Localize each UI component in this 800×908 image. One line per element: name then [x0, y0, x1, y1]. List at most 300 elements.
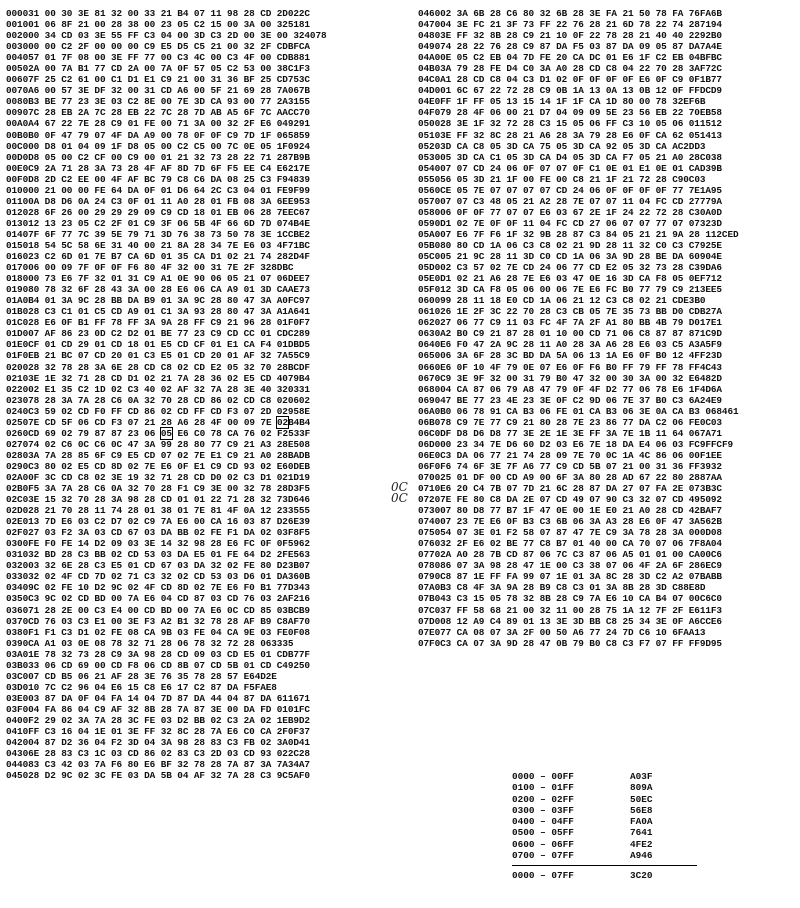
hex-row-bytes: 12 13 23 05 C2 2F 01 C9 3F 06 5B 4F 66 6D 7D 07 — [28, 217, 288, 229]
hex-row-checksum: 71BC — [287, 239, 310, 251]
hex-row-checksum: BFCA — [287, 41, 310, 53]
hex-row-address: 00D0 — [6, 151, 29, 163]
hex-row-checksum: D343 — [287, 582, 310, 594]
hex-byte: F2 — [277, 427, 289, 439]
hex-row — [418, 406, 739, 417]
hex-row — [6, 428, 327, 439]
hex-row-address: 0400 — [6, 715, 29, 726]
hex-row-checksum: EF6B — [683, 96, 706, 108]
hex-row-address: 0080 — [6, 96, 29, 108]
hex-row-address: 06F0 — [418, 460, 441, 472]
hex-row-bytes: C3 9C 02 CD BD 00 7A E6 04 CD 87 03 CD 76 03 2A — [28, 593, 288, 605]
hex-row-address: 0290 — [6, 460, 29, 472]
hex-row-checksum: 55C9 — [287, 350, 310, 362]
hex-row — [6, 560, 327, 571]
hex-row-bytes: D8 05 00 C2 CF 00 C9 00 01 21 32 73 28 22 71 28 — [28, 151, 288, 163]
hex-byte: F3 — [111, 416, 123, 428]
hex-row — [418, 339, 739, 350]
hex-row-bytes: 47 BE 77 23 4E 23 3E 0F C2 9D 06 7E 37 B0 C3 6A — [440, 394, 700, 406]
hex-row-bytes: FF 1F FF 05 13 15 14 1F 1F CA 1D 80 00 78 32 — [440, 96, 684, 108]
hex-row-bytes: A6 00 57 3E DF 32 00 31 CD A6 00 5F 21 69 28 7A — [28, 85, 288, 97]
hex-row — [418, 560, 739, 571]
hex-row-checksum: 1D19 — [287, 471, 310, 483]
hex-row — [6, 384, 327, 395]
hex-row — [6, 229, 327, 240]
hex-row — [6, 8, 327, 19]
hex-row — [6, 571, 327, 582]
hex-row-address: 07D0 — [418, 615, 441, 627]
hex-row — [418, 317, 739, 328]
hex-row-bytes: 0E 05 C2 EB 04 7D FE 20 CA DC 01 E6 1F C2 EB 04 — [440, 52, 700, 64]
hex-row-address: 0500 — [418, 118, 441, 130]
hex-row — [418, 30, 739, 41]
hex-row — [418, 207, 739, 218]
hex-row-checksum: 7194 — [699, 19, 722, 31]
hex-row-bytes: 71 28 2E 00 C3 E4 00 CD BD 00 7A E6 0C CD 85 03 — [28, 604, 288, 616]
hex-row-address: 0600 — [418, 295, 441, 307]
hex-row-address: 0230 — [6, 394, 29, 406]
hex-row-checksum: 1B77 — [699, 74, 722, 86]
hex-row-checksum: E3B0 — [683, 295, 706, 307]
hex-row-bytes: 78 C9 7E 77 C9 21 80 28 7E 23 86 77 DA C2 06 FE — [440, 416, 700, 428]
hex-row-checksum: 0D41 — [287, 737, 310, 749]
hex-row-address: 0440 — [6, 759, 29, 771]
hex-row — [418, 627, 739, 638]
hex-row-address: 0510 — [418, 129, 441, 141]
hex-row-checksum: 2D4F — [287, 251, 310, 263]
hex-row-bytes: 28 E6 0F B1 FF 78 FF 3A 9A 28 FF C9 21 96 28 01 — [28, 317, 288, 329]
hex-row-bytes: E6 0F 10 4F 79 0E 07 E6 0F F6 B0 FF 79 FF 78 FF — [440, 361, 700, 373]
hex-row-bytes: 26 1E 2F 3C 22 70 28 C3 CB 05 7E 35 73 BB D0 CD — [440, 306, 700, 318]
hex-row — [418, 472, 739, 483]
hex-row-bytes: B3 C8 4F 3A 9A 28 B9 C8 C3 01 3A 8B 28 3D C8 — [440, 582, 684, 594]
hex-byte: 23 — [127, 427, 139, 439]
hex-row-bytes: 04 3E FC 21 3F 73 FF 22 76 28 21 6D 78 22 74 28 — [440, 19, 700, 31]
hex-row — [6, 748, 327, 759]
hex-row-bytes: 32 BD 28 C3 BB 02 CD 53 03 DA E5 01 FE 64 D2 2F — [28, 549, 288, 561]
hex-row-bytes: C3 DA 06 77 21 74 28 09 7E 70 0C 1A 4C 86 06 00 — [440, 449, 700, 461]
hex-row — [418, 96, 739, 107]
checksum-summary-row — [512, 850, 712, 861]
hex-row-address: 00E0 — [6, 162, 29, 174]
hex-row-checksum: 5092 — [699, 494, 722, 506]
hex-row-checksum: 482D — [699, 372, 722, 384]
hex-row-bytes: 79 28 4F 06 00 21 D7 04 09 09 5E 23 56 EB 22 70 — [440, 107, 700, 119]
checksum-value: 7641 — [630, 827, 653, 839]
checksum-value: A03F — [630, 771, 653, 782]
hex-row-bytes: 2A A0 28 7B CD 87 06 7C C3 87 06 A5 01 01 00 CA — [440, 549, 700, 561]
hex-row-bytes: 28 3E 1F 32 72 28 C3 15 05 06 FF C3 10 05 06 01 — [440, 118, 700, 130]
hex-row-checksum: 0C03 — [683, 173, 706, 185]
hex-row-bytes: A2 B0 C9 21 87 28 01 10 00 CD 71 06 C8 87 87 87 — [440, 328, 700, 340]
hex-row — [6, 207, 327, 218]
hex-row-bytes: 43 C3 15 05 78 32 8B 28 C9 7A E6 10 CA B4 07 00 — [440, 593, 700, 605]
hex-row-bytes: 3E FF 32 8C 28 21 A6 28 3A 79 28 E6 0F CA 62 05 — [440, 129, 700, 141]
hex-row-address: 04F0 — [418, 107, 441, 119]
hex-row-checksum: B881 — [287, 52, 310, 64]
hex-row-address: 0520 — [418, 140, 441, 152]
hex-row-address: 0300 — [6, 538, 29, 550]
hex-row-address: 02A0 — [6, 471, 29, 483]
hex-row — [6, 130, 327, 141]
hex-row-address: 05E0 — [418, 273, 441, 285]
hex-row-checksum: 323D — [699, 217, 722, 229]
hex-row-checksum: FA6B — [699, 8, 722, 19]
hex-row-address: 0250 — [6, 416, 29, 428]
hex-row-checksum: 0DEB — [287, 460, 310, 472]
checksum-range: 0600 – 06FF — [512, 838, 574, 850]
hex-byte: 28 — [194, 416, 206, 428]
hex-row-address: 01D0 — [6, 328, 29, 340]
hex-row — [6, 516, 327, 527]
hex-row-bytes — [28, 428, 288, 439]
hex-row-address: 04C0 — [418, 74, 441, 86]
hex-row-address: 0060 — [6, 74, 29, 86]
hex-row-checksum: 8461 — [716, 405, 739, 417]
hex-row-bytes: 78 28 3A 7A 28 C6 0A 32 70 28 CD 86 02 CD C8 02 — [28, 394, 288, 406]
hex-row-address: 05F0 — [418, 284, 441, 296]
hex-row-checksum: BADB — [287, 449, 310, 461]
hex-byte: 02 — [61, 427, 73, 439]
hex-row-checksum: A641 — [287, 306, 310, 318]
hex-row-checksum: BCDF — [287, 361, 310, 373]
checksum-summary-rows — [512, 771, 712, 861]
hex-row-bytes: 33 06 CD 69 00 CD F8 06 CD 8B 07 CD 5B 01 CD C4 — [28, 659, 288, 671]
checksum-value: 809A — [630, 782, 653, 794]
hex-row — [418, 582, 739, 593]
hex-row-address: 0170 — [6, 262, 29, 274]
hex-row-address: 03C0 — [6, 670, 29, 682]
hex-row — [6, 472, 327, 483]
hex-row-bytes: 00 00 C2 2F 00 00 00 C9 E5 D5 C5 21 00 32 2F CD — [28, 41, 288, 53]
hex-row — [6, 284, 327, 295]
hex-row-checksum: 360B — [287, 571, 310, 583]
hex-row-bytes: 01 6C 67 22 72 28 C9 0B 1A 13 0A 13 0B 12 0F FF — [440, 85, 700, 97]
hex-row-bytes: 54 07 3E 01 F2 58 07 87 47 7E C9 3A 78 28 3A 00 — [440, 527, 700, 539]
hex-row-bytes: 3A 79 28 FE D4 C0 3A A0 28 CD C8 04 22 70 28 3A — [440, 63, 700, 75]
hex-row-address: 0730 — [418, 505, 441, 517]
hex-byte: CD — [44, 416, 56, 428]
hex-row — [418, 350, 739, 361]
hex-row-checksum: B9D2 — [287, 715, 310, 726]
hex-row-bytes: D8 2D C2 EE 00 4F AF BC 79 C8 C6 DA 08 25 C3 F9 — [28, 173, 288, 185]
hex-row-address: 0090 — [6, 107, 29, 119]
hex-row-address: 00B0 — [6, 129, 29, 141]
hex-row-address: 04E0 — [418, 96, 441, 108]
hex-row-bytes: 07 80 D8 77 B7 1F 47 0E 00 1E E0 21 A0 28 CD 42 — [440, 505, 700, 517]
hex-byte: CD — [94, 416, 106, 428]
hex-row — [418, 516, 739, 527]
hex-row-address: 03F0 — [6, 703, 29, 715]
hex-row — [418, 152, 739, 163]
hex-row-checksum: 7B9B — [287, 151, 310, 163]
hex-row-checksum: 87AA — [699, 471, 722, 483]
hex-row — [6, 660, 327, 671]
hex-row — [418, 163, 739, 174]
hex-row-address: 0660 — [418, 361, 441, 373]
hex-row-checksum: 958E — [287, 405, 310, 417]
hex-row — [418, 549, 739, 560]
hex-row-checksum: 9D95 — [699, 637, 722, 649]
hex-row — [6, 339, 327, 350]
hex-row-bytes: C3 59 02 CD F0 FF CD 86 02 CD FF CD F3 07 2D 02 — [28, 405, 288, 417]
hex-row-bytes: 3D CA C8 05 3D CA 75 05 3D CA 92 05 3D CA AC — [440, 140, 684, 152]
hex-row-checksum: 9291 — [287, 118, 310, 130]
hex-byte: 28 — [160, 416, 172, 428]
hex-row-checksum: 9DA6 — [699, 262, 722, 274]
hex-row-checksum: F712 — [699, 273, 722, 285]
hex-row — [6, 417, 327, 428]
hex-row-checksum: BAF7 — [699, 505, 722, 517]
hex-row-checksum: CBE2 — [287, 228, 310, 240]
hex-row-checksum: B4B4 — [288, 416, 311, 428]
hex-row — [6, 63, 327, 74]
hex-row-bytes: D1 02 7E 0F 0F 11 04 FC CD 27 06 07 07 77 07 07 — [440, 217, 700, 229]
hex-row-address: 06C0 — [418, 427, 441, 439]
hex-row-bytes: 86 07 3A 98 28 47 1E 00 C3 38 07 06 4F 2A 6F 28 — [440, 560, 700, 572]
hex-row — [418, 450, 739, 461]
hex-row — [6, 107, 327, 118]
hex-row — [418, 196, 739, 207]
hex-row-address: 00A0 — [6, 118, 29, 130]
hex-row — [6, 362, 327, 373]
hex-row-checksum: 0A0D — [699, 206, 722, 218]
hex-row-checksum: C289 — [287, 328, 310, 340]
hex-row-address: 0430 — [6, 748, 29, 760]
hex-row-address: 06B0 — [418, 416, 441, 428]
hex-row-bytes: 12 3D CA F8 05 06 00 06 7E E6 FC B0 77 79 C9 21 — [440, 284, 700, 296]
hex-byte: 87 — [111, 427, 123, 439]
hex-row-checksum: 4B4E — [287, 217, 310, 229]
hex-row-bytes: 10 7C C2 96 04 E6 15 C8 E6 17 C2 87 DA F5 — [28, 681, 255, 693]
circled-byte: 05 — [160, 427, 172, 439]
hex-row-address: 05C0 — [418, 251, 441, 263]
hex-row — [418, 273, 739, 284]
checksum-value: 50EC — [630, 793, 653, 805]
hex-row-address: 0480 — [418, 30, 441, 42]
hex-row-checksum: 217E — [287, 162, 310, 174]
hex-row — [6, 273, 327, 284]
hex-row-checksum: 01FC — [287, 703, 310, 715]
hex-row — [418, 74, 739, 85]
hex-row-address: 0620 — [418, 317, 441, 329]
hex-row-address: 0760 — [418, 538, 441, 550]
hex-row-address: 05A0 — [418, 228, 441, 240]
hex-row-bytes: FF C3 16 04 1E 01 3E FF 32 8C 28 7A E6 C0 CA 2F — [28, 726, 288, 738]
hex-row-checksum: 3155 — [287, 96, 310, 108]
hex-row — [6, 770, 327, 781]
hex-row-checksum: E953 — [287, 195, 310, 207]
hex-row — [6, 638, 327, 649]
hex-row-bytes: 07 07 C3 48 05 21 A2 28 7E 07 07 11 04 FC CD 27 — [440, 195, 700, 207]
hex-row — [418, 494, 739, 505]
hex-row-address: 0460 — [418, 8, 441, 19]
hex-byte: 09 — [243, 416, 255, 428]
hex-row — [418, 461, 739, 472]
hex-row-address: 0030 — [6, 41, 29, 53]
hex-row — [418, 118, 739, 129]
hex-row — [6, 85, 327, 96]
hex-row-address: 02C0 — [6, 494, 29, 506]
hex-row-checksum: F216 — [287, 593, 310, 605]
hex-row — [418, 284, 739, 295]
hex-row-checksum: 5181 — [287, 19, 310, 31]
hex-row-checksum: 3335 — [271, 637, 294, 649]
hex-row-checksum: 5859 — [287, 129, 310, 141]
hex-row — [418, 384, 739, 395]
hex-row — [6, 704, 327, 715]
hex-row-address: 0010 — [6, 19, 29, 31]
hex-row-address: 06E0 — [418, 449, 441, 461]
hex-row — [6, 218, 327, 229]
hex-row — [418, 63, 739, 74]
hex-row-address: 0420 — [6, 737, 29, 749]
hex-row-bytes: FE F0 FE 14 D2 09 03 3E 14 32 98 28 E6 FC 0F 0F — [28, 538, 288, 550]
hex-row-checksum: D39B — [699, 162, 722, 174]
hex-row — [418, 262, 739, 273]
hex-row — [418, 395, 739, 406]
hex-row-address: 0020 — [6, 30, 29, 42]
hex-row-address: 02F0 — [6, 527, 29, 539]
hex-row-address: 01C0 — [6, 317, 29, 329]
hex-row-bytes: B0 0F 47 79 07 4F DA A9 00 78 0F 0F C9 7D 1F 06 — [28, 129, 288, 141]
hex-row — [418, 251, 739, 262]
hex-row — [418, 505, 739, 516]
hex-row-address: 0200 — [6, 361, 29, 373]
hex-row-bytes: 04 87 D2 36 04 F2 3D 04 3A 98 28 83 C3 FB 02 3A — [28, 737, 288, 749]
hex-row — [6, 627, 327, 638]
hex-row — [418, 130, 739, 141]
hex-row-bytes: 27 03 F2 3A 03 CD 67 03 DA BB 02 FE F1 DA 02 03 — [28, 527, 288, 539]
hex-row-checksum: FCF9 — [710, 438, 733, 450]
hex-row-address: 0360 — [6, 604, 29, 616]
hex-row — [6, 141, 327, 152]
hex-byte: 7E — [260, 416, 272, 428]
hex-byte: E6 — [177, 427, 189, 439]
hex-row-checksum: 1413 — [699, 129, 722, 141]
hex-row — [418, 19, 739, 30]
hex-row-checksum: 7A71 — [699, 427, 722, 439]
hex-row-checksum: F8F5 — [287, 527, 310, 539]
hex-row-bytes: 28 C3 C1 01 C5 CD A9 01 C1 3A 93 28 80 47 3A A1 — [28, 306, 288, 318]
handwritten-note-line: 0C — [391, 480, 408, 494]
hex-row-address: 01B0 — [6, 306, 29, 318]
hex-row — [418, 295, 739, 306]
hex-row-checksum: 9F99 — [287, 184, 310, 196]
hex-row-checksum: 0602 — [287, 394, 310, 406]
hex-row — [6, 439, 327, 450]
hex-row-address: 02D0 — [6, 505, 29, 517]
hex-row-checksum: 562B — [699, 516, 722, 528]
hex-row — [6, 759, 327, 770]
hex-row-checksum: F1EE — [699, 449, 722, 461]
hex-row-address: 03A0 — [6, 648, 29, 660]
hex-row-bytes: DF D8 D6 D8 77 3E 2E 1E 3E FF 3A 7E 1B 11 64 06 — [440, 427, 700, 439]
hex-row — [6, 240, 327, 251]
hex-row-checksum: AA13 — [683, 626, 706, 638]
hex-row — [6, 505, 327, 516]
hex-row — [6, 715, 327, 726]
hex-row — [6, 406, 327, 417]
hex-row — [418, 439, 739, 450]
hex-row — [6, 494, 327, 505]
hex-row-address: 07A0 — [418, 582, 441, 594]
hex-row-address: 0310 — [6, 549, 29, 561]
hex-byte: 5F — [61, 416, 73, 428]
hex-row — [6, 262, 327, 273]
hex-row-checksum: 3EE5 — [699, 284, 722, 296]
hex-row-address: 07E0 — [418, 626, 441, 638]
checksum-summary-row — [512, 827, 712, 838]
hex-row-checksum: DBD5 — [287, 339, 310, 351]
hex-row-checksum: EB58 — [699, 107, 722, 119]
hex-row-checksum: CC70 — [287, 107, 310, 119]
hex-row-checksum: 3B07 — [287, 560, 310, 572]
hex-row-address: 0370 — [6, 615, 29, 627]
hex-row-checksum: 3932 — [699, 460, 722, 472]
hex-row-bytes: 07 07 CD 24 06 0F 07 07 0F C1 0E 01 E1 0E 01 CA — [440, 162, 700, 174]
hex-row-bytes: 13 7D E6 03 C2 D7 02 C9 7A E6 00 CA 16 03 87 D2 — [28, 516, 288, 528]
hex-row-bytes: 3E FF 32 8B 28 C9 21 10 0F 22 78 28 21 40 40 22 — [440, 30, 700, 42]
hex-row-bytes: 2A 00 7A B1 77 CD 2A 00 7A 0F 57 05 C2 53 00 38 — [28, 63, 288, 75]
hex-row-bytes: 9C 02 FE 10 D2 9C 02 4F CD 8D 02 7E E6 F0 B1 77 — [28, 582, 288, 594]
hex-row-address: 0270 — [6, 438, 29, 450]
hex-row-bytes: 28 32 78 28 3A 6E 28 CD C8 02 CD E2 05 32 70 28 — [28, 361, 288, 373]
hex-row-address: 0780 — [418, 560, 441, 572]
hex-row-checksum: 2DD3 — [683, 140, 706, 152]
hex-row-checksum: 925E — [699, 239, 722, 251]
hex-byte: CA — [227, 427, 239, 439]
hex-row-address: 0670 — [418, 372, 441, 384]
hex-row — [6, 737, 327, 748]
hex-row-bytes: CE 05 7E 07 07 07 07 CD 24 06 0F 0F 0F 0F 77 7E — [440, 184, 700, 196]
hex-row-checksum: 067B — [287, 85, 310, 97]
hex-row — [6, 605, 327, 616]
hex-row-bytes: A4 67 22 7E 28 C9 01 FE 00 71 3A 00 32 2F E6 04 — [28, 118, 288, 130]
hex-row-bytes: C9 2A 71 28 3A 73 28 4F AF 8D 7D 6F F5 EE C4 E6 — [28, 162, 288, 174]
hex-row-address: 01E0 — [6, 339, 29, 351]
hex-row — [6, 649, 327, 660]
hex-row-bytes: 07 E6 7F F6 1F 32 9B 28 87 C3 84 05 21 21 9A 28 11 — [440, 228, 717, 240]
hex-row-bytes: 3E 1E 32 71 28 CD D1 02 21 7A 28 36 02 E5 CD 40 — [28, 372, 288, 384]
hex-row-checksum: C038 — [699, 151, 722, 163]
hex-row-bytes: 01 06 8F 21 00 28 38 00 23 05 C2 15 00 3A 00 32 — [28, 19, 288, 31]
hex-row — [6, 395, 327, 406]
hex-row — [418, 428, 739, 439]
checksum-summary-row — [512, 839, 712, 850]
hex-row-address: 0160 — [6, 251, 29, 263]
hex-row-bytes: B4 01 3A 9C 28 BB DA B9 01 3A 9C 28 80 47 3A A0 — [28, 295, 288, 307]
hex-row-bytes: 6E 28 83 C3 1C 03 CD 86 02 83 C3 2D 03 CD 93 02 — [28, 748, 288, 760]
hex-byte: 06 — [144, 427, 156, 439]
hex-byte: 69 — [44, 427, 56, 439]
hex-row — [6, 461, 327, 472]
hex-row-checksum: 779A — [699, 195, 722, 207]
hex-row-bytes: 28 D2 9C 02 3C FE 03 DA 5B 04 AF 32 7A 28 C3 9C — [28, 770, 288, 782]
hex-row — [418, 483, 739, 494]
hex-row-checksum: 0F37 — [287, 726, 310, 738]
hex-row-address: 04D0 — [418, 85, 441, 97]
hex-row-address: 0150 — [6, 239, 29, 251]
hex-row-address: 07C0 — [418, 604, 441, 616]
hex-row-checksum: 904E — [699, 251, 722, 263]
hex-row — [418, 107, 739, 118]
hex-row-checksum: F23D — [699, 350, 722, 362]
hex-row-bytes: A1 28 CD C8 04 C3 D1 02 0F 0F 0F 0F E6 0F C9 0F — [440, 74, 700, 86]
hex-byte: A6 — [177, 416, 189, 428]
hex-row — [6, 527, 327, 538]
hex-row — [6, 306, 327, 317]
